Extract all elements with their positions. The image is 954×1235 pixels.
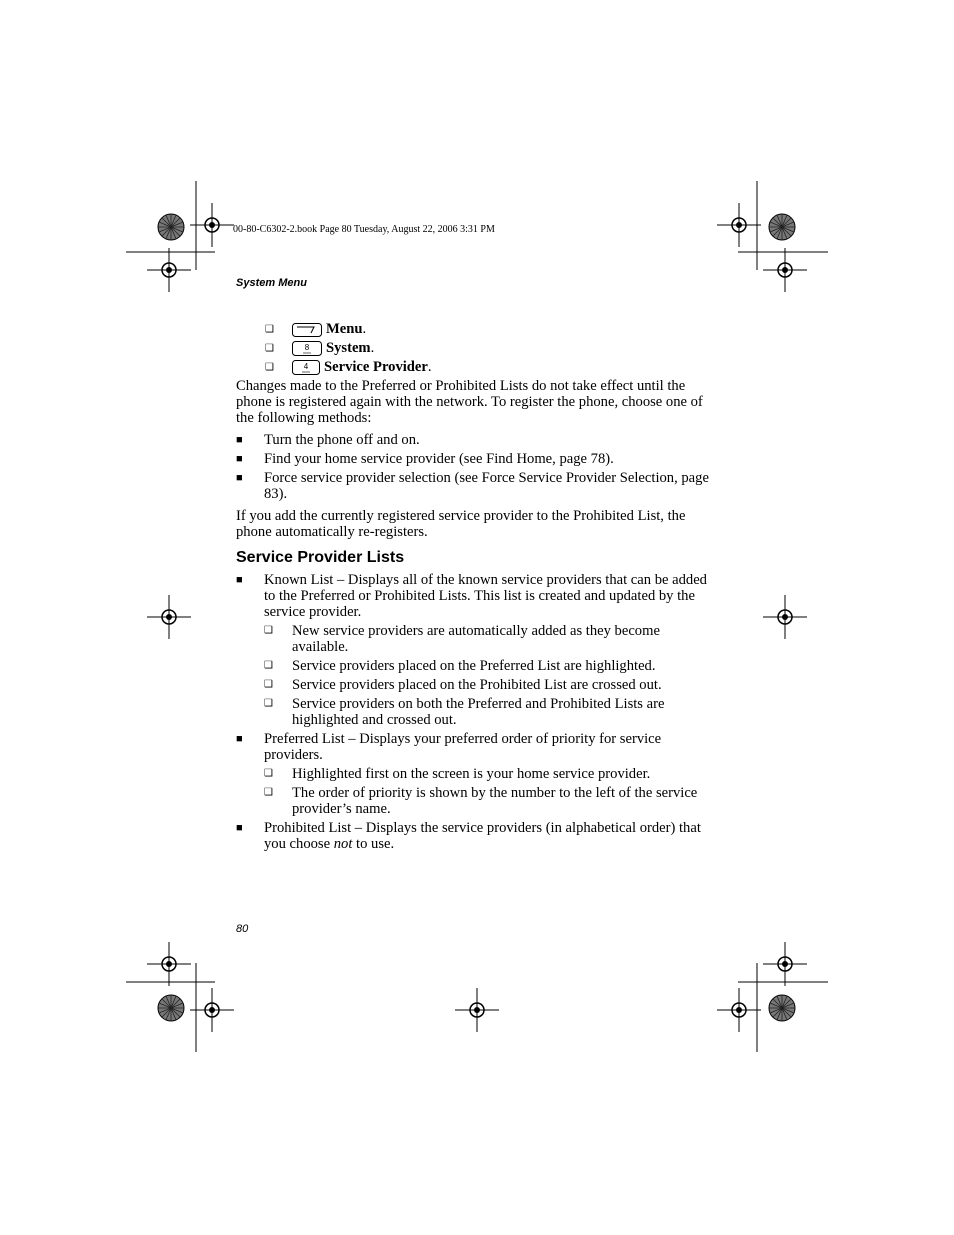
provider-lists xyxy=(236,572,718,852)
page-body xyxy=(236,320,718,858)
key-glyph: 8 xyxy=(304,343,310,352)
checkbox-bullet: ❑ xyxy=(264,768,273,779)
checkbox-bullet: ❑ xyxy=(264,679,273,690)
square-bullet: ■ xyxy=(236,733,243,745)
list-item-text: Known List – Displays all of the known service providers that can be added to the Preferred or Prohibited Lists. This list is created and updated by the service provider. xyxy=(264,572,707,620)
list-item-text-end: to use. xyxy=(352,836,395,852)
sub-item-text: Service providers placed on the Preferred List are highlighted. xyxy=(292,658,656,674)
list-item-preferred xyxy=(236,731,718,817)
square-bullet: ■ xyxy=(236,453,243,465)
sub-list-item xyxy=(264,677,718,693)
checkbox-bullet: ❑ xyxy=(265,324,274,335)
print-slug: 00-80-C6302-2.book Page 80 Tuesday, August 22, 2006 3:31 PM xyxy=(233,224,495,235)
key-glyph: 4 xyxy=(303,362,309,371)
running-header: System Menu xyxy=(236,277,307,289)
sub-list-item xyxy=(264,766,718,782)
page-number: 80 xyxy=(236,923,249,935)
square-bullet: ■ xyxy=(236,434,243,446)
square-bullet: ■ xyxy=(236,574,243,586)
sub-item-text: The order of priority is shown by the number to the left of the service provider’s name. xyxy=(292,785,698,817)
list-item-text: Force service provider selection (see Force Service Provider Selection, page 83). xyxy=(264,470,709,502)
sub-list-item xyxy=(264,785,718,817)
list-item-prohibited xyxy=(236,820,718,852)
list-item-known xyxy=(236,572,718,728)
checkbox-bullet: ❑ xyxy=(264,787,273,798)
list-item-text: Preferred List – Displays your preferred order of priority for service providers. xyxy=(264,731,662,763)
known-list-details xyxy=(264,623,718,728)
step-suffix: . xyxy=(427,359,432,375)
list-item xyxy=(236,470,718,502)
section-title: Service Provider Lists xyxy=(236,549,405,566)
sub-item-text: Service providers on both the Preferred and Prohibited Lists are highlighted and crossed out. xyxy=(292,696,665,728)
preferred-list-details xyxy=(264,766,718,817)
list-item-text: Turn the phone off and on. xyxy=(264,432,420,448)
sub-list-item xyxy=(264,658,718,674)
step-menu xyxy=(236,320,718,339)
step-label: Menu xyxy=(326,321,363,337)
intro-paragraph: Changes made to the Preferred or Prohibited Lists do not take effect until the phone is registered again with the network. To register the phone, choose one of the following methods: xyxy=(236,378,703,426)
list-item-text: Prohibited List – Displays the service providers (in alphabetical order) that you choose xyxy=(264,820,701,852)
sub-item-text: Service providers placed on the Prohibited List are crossed out. xyxy=(292,677,662,693)
step-service-provider xyxy=(236,358,718,377)
list-item xyxy=(236,451,718,467)
sub-item-text: New service providers are automatically added as they become available. xyxy=(292,623,660,655)
checkbox-bullet: ❑ xyxy=(264,660,273,671)
list-item-text: Find your home service provider (see Find Home, page 78). xyxy=(264,451,614,467)
checkbox-bullet: ❑ xyxy=(265,362,274,373)
step-label: Service Provider xyxy=(324,359,428,375)
step-label: System xyxy=(326,340,371,356)
sub-item-text: Highlighted first on the screen is your home service provider. xyxy=(292,766,651,782)
emphasis-not: not xyxy=(333,836,353,852)
step-suffix: . xyxy=(370,340,375,356)
key-4-icon xyxy=(292,360,320,381)
square-bullet: ■ xyxy=(236,472,243,484)
square-bullet: ■ xyxy=(236,822,243,834)
sub-list-item xyxy=(264,696,718,728)
list-item xyxy=(236,432,718,448)
step-system xyxy=(236,339,718,358)
checkbox-bullet: ❑ xyxy=(264,698,273,709)
reregister-note: If you add the currently registered service provider to the Prohibited List, the phone automatically re-registers. xyxy=(236,508,686,540)
checkbox-bullet: ❑ xyxy=(265,343,274,354)
sub-list-item xyxy=(264,623,718,655)
checkbox-bullet: ❑ xyxy=(264,625,273,636)
step-suffix: . xyxy=(362,321,367,337)
register-methods-list xyxy=(236,432,718,502)
